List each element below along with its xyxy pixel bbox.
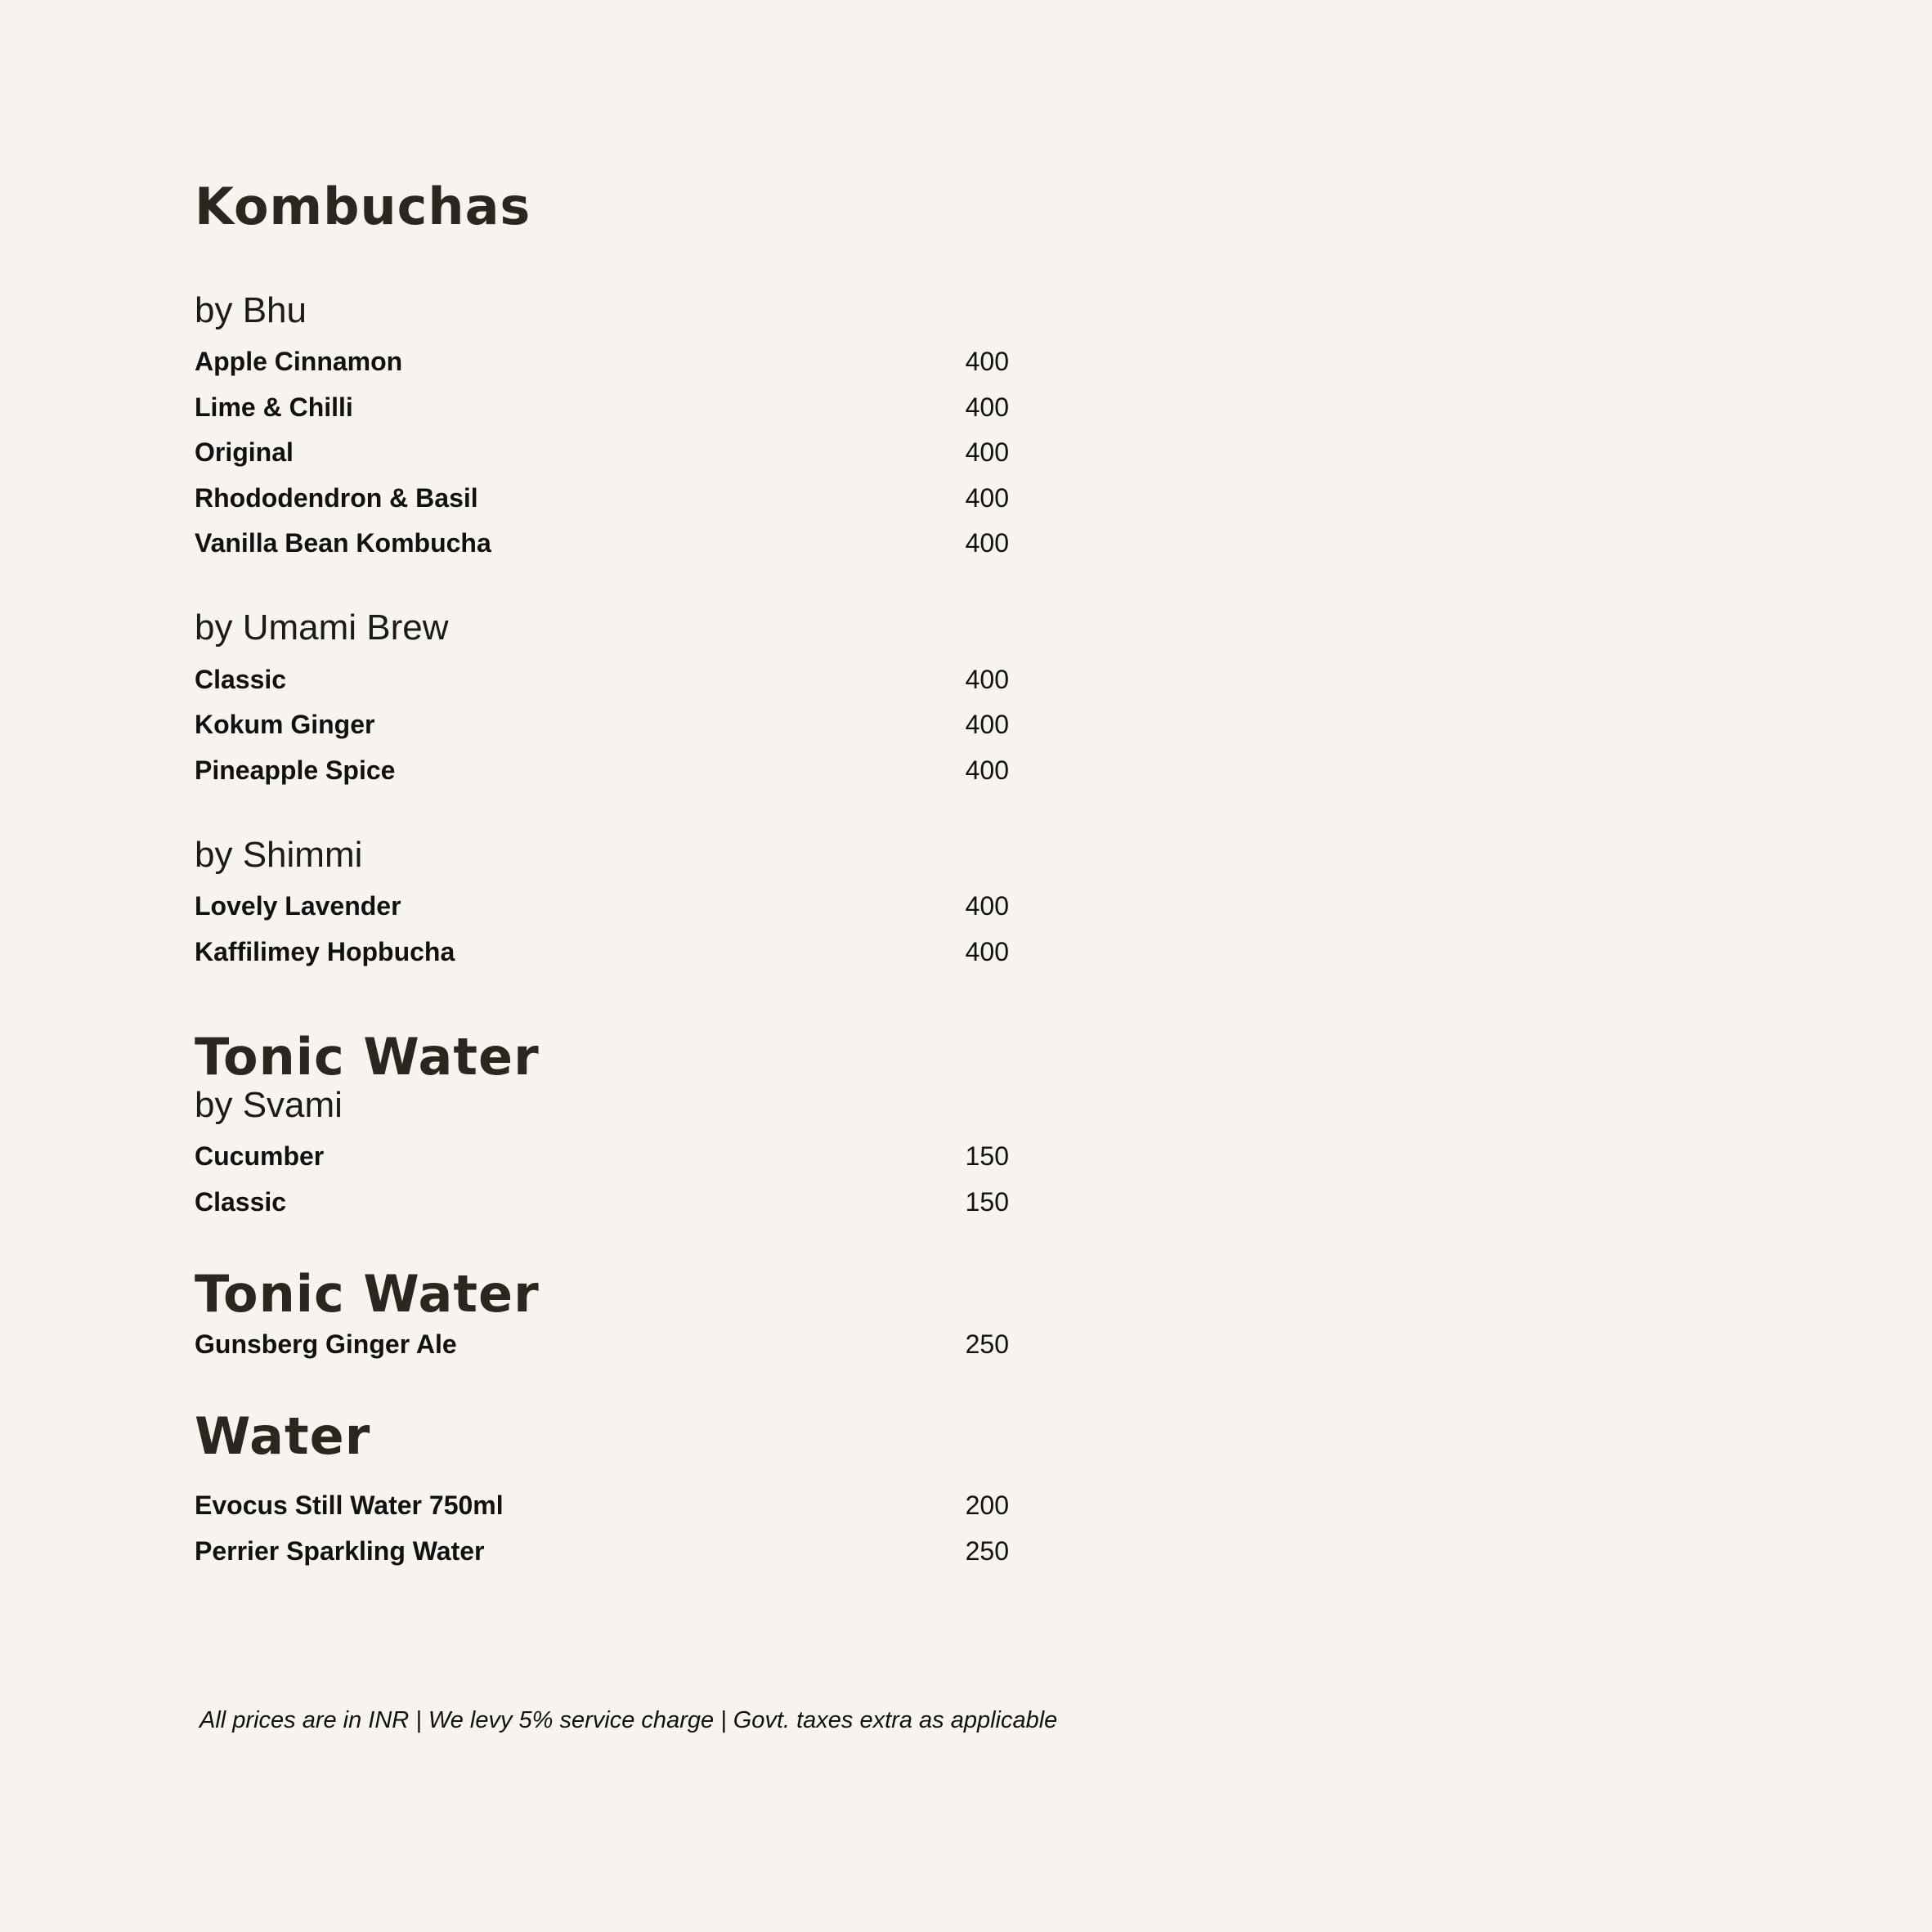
item-name: Rhododendron & Basil [195, 483, 478, 513]
subtitle-by-bhu: by Bhu [195, 290, 307, 330]
subtitle-by-svami: by Svami [195, 1085, 343, 1125]
menu-item [195, 1489, 1009, 1522]
menu-item [195, 391, 1009, 424]
item-price: 400 [965, 392, 1009, 422]
menu-item [195, 935, 1009, 968]
section-title-tonic-water-2: Tonic Water [195, 1264, 540, 1324]
section-title-kombuchas: Kombuchas [195, 177, 531, 236]
subtitle-by-shimmi: by Shimmi [195, 835, 363, 875]
item-name: Cucumber [195, 1141, 325, 1171]
item-price: 400 [965, 891, 1009, 921]
item-price: 400 [965, 483, 1009, 513]
menu-item [195, 436, 1009, 468]
item-name: Gunsberg Ginger Ale [195, 1329, 457, 1359]
item-name: Evocus Still Water 750ml [195, 1490, 504, 1520]
menu-item [195, 708, 1009, 741]
item-price: 400 [965, 347, 1009, 376]
menu-item [195, 345, 1009, 378]
menu-item [195, 663, 1009, 696]
item-name: Lovely Lavender [195, 891, 401, 921]
item-name: Perrier Sparkling Water [195, 1536, 485, 1566]
item-name: Lime & Chilli [195, 392, 353, 422]
item-name: Apple Cinnamon [195, 347, 403, 376]
menu-item [195, 1328, 1009, 1360]
item-name: Kokum Ginger [195, 710, 375, 739]
item-price: 250 [965, 1329, 1009, 1359]
item-name: Classic [195, 665, 287, 694]
section-title-water: Water [195, 1406, 371, 1466]
item-price: 400 [965, 528, 1009, 558]
subtitle-by-umami-brew: by Umami Brew [195, 607, 449, 648]
footer-note: All prices are in INR | We levy 5% service charge | Govt. taxes extra as applicable [199, 1707, 1058, 1733]
item-price: 150 [965, 1187, 1009, 1217]
menu-item [195, 1140, 1009, 1172]
menu-item [195, 754, 1009, 787]
menu-item [195, 890, 1009, 922]
item-price: 400 [965, 437, 1009, 467]
menu-item [195, 1186, 1009, 1218]
item-price: 400 [965, 710, 1009, 739]
menu-item [195, 1535, 1009, 1567]
menu-item [195, 527, 1009, 559]
item-price: 150 [965, 1141, 1009, 1171]
item-price: 400 [965, 937, 1009, 966]
item-price: 400 [965, 755, 1009, 785]
menu-item [195, 482, 1009, 514]
item-name: Original [195, 437, 294, 467]
item-price: 400 [965, 665, 1009, 694]
item-name: Pineapple Spice [195, 755, 396, 785]
item-name: Classic [195, 1187, 287, 1217]
item-name: Vanilla Bean Kombucha [195, 528, 491, 558]
item-price: 250 [965, 1536, 1009, 1566]
item-price: 200 [965, 1490, 1009, 1520]
section-title-tonic-water: Tonic Water [195, 1027, 540, 1087]
item-name: Kaffilimey Hopbucha [195, 937, 455, 966]
